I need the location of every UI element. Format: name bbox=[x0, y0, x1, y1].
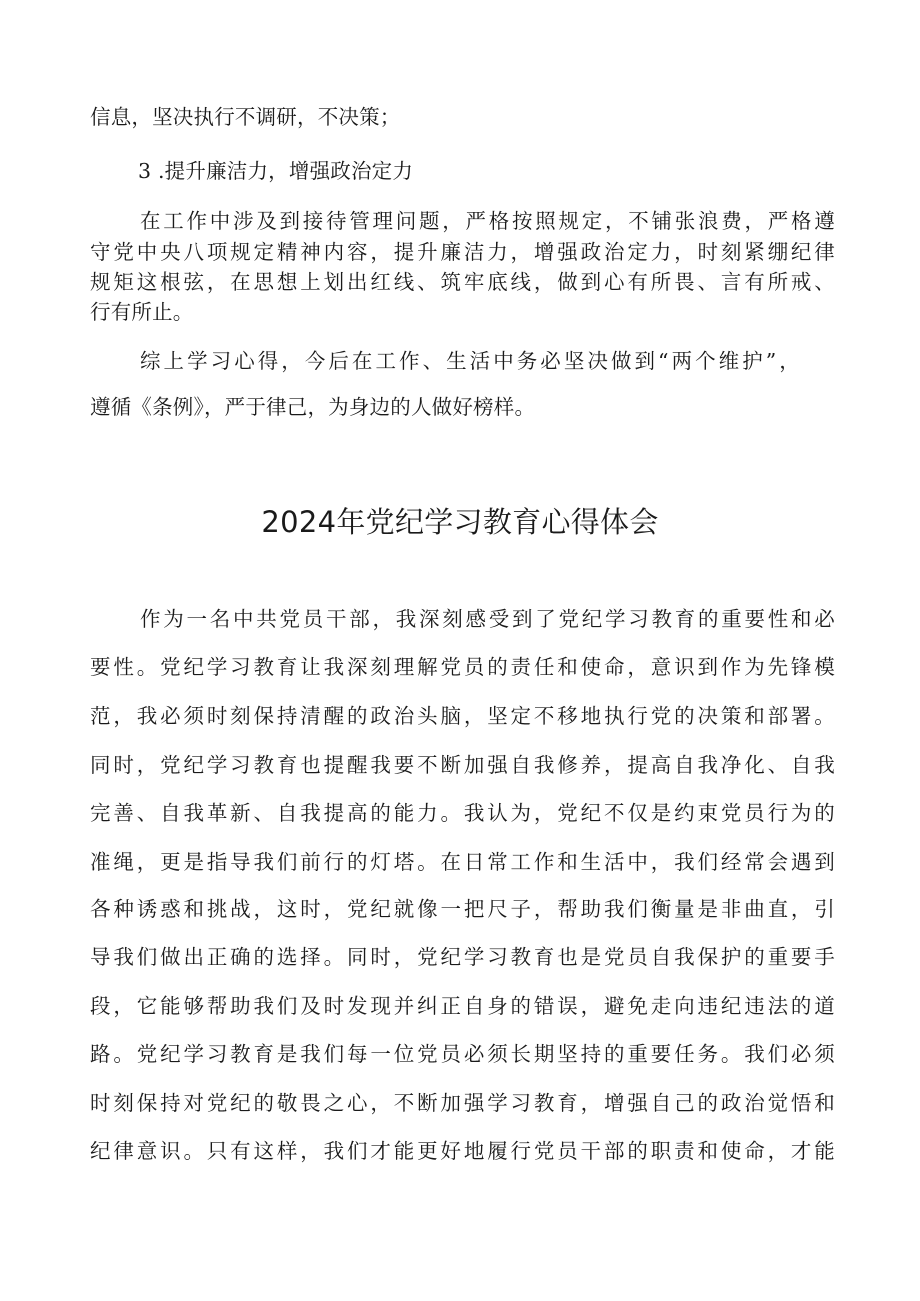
paragraph-line: 行有所止。 bbox=[90, 300, 194, 324]
body-line: 同时，党纪学习教育也提醒我要不断加强自我修养，提高自我净化、自我 bbox=[90, 753, 835, 777]
body-line: 路。党纪学习教育是我们每一位党员必须长期坚持的重要任务。我们必须 bbox=[90, 1042, 835, 1066]
body-line: 导我们做出正确的选择。同时，党纪学习教育也是党员自我保护的重要手 bbox=[90, 945, 835, 969]
section-heading: 3 .提升廉洁力，增强政治定力 bbox=[138, 159, 414, 183]
paragraph-line: 守党中央八项规定精神内容，提升廉洁力，增强政治定力，时刻紧绷纪律 bbox=[90, 240, 835, 264]
body-line: 段，它能够帮助我们及时发现并纠正自身的错误，避免走向违纪违法的道 bbox=[90, 994, 835, 1018]
body-line: 准绳，更是指导我们前行的灯塔。在日常工作和生活中，我们经常会遇到 bbox=[90, 850, 835, 874]
document-title: 2024年党纪学习教育心得体会 bbox=[261, 505, 659, 539]
body-line: 时刻保持对党纪的敬畏之心，不断加强学习教育，增强自己的政治觉悟和 bbox=[90, 1091, 835, 1115]
body-line: 纪律意识。只有这样，我们才能更好地履行党员干部的职责和使命，才能 bbox=[90, 1139, 835, 1163]
paragraph-line: 综上学习心得，今后在工作、生活中务必坚决做到“两个维护”， bbox=[140, 349, 800, 373]
paragraph-line: 遵循《条例》，严于律己，为身边的人做好榜样。 bbox=[90, 395, 536, 419]
paragraph-line: 规矩这根弦，在思想上划出红线、筑牢底线，做到心有所畏、言有所戒、 bbox=[90, 270, 835, 294]
body-line: 完善、自我革新、自我提高的能力。我认为，党纪不仅是约束党员行为的 bbox=[90, 801, 835, 825]
body-line: 范，我必须时刻保持清醒的政治头脑，坚定不移地执行党的决策和部署。 bbox=[90, 704, 835, 728]
paragraph-line: 信息，坚决执行不调研，不决策； bbox=[90, 105, 401, 129]
paragraph-line: 在工作中涉及到接待管理问题，严格按照规定，不铺张浪费，严格遵 bbox=[140, 209, 835, 233]
body-line: 要性。党纪学习教育让我深刻理解党员的责任和使命，意识到作为先锋模 bbox=[90, 655, 835, 679]
body-line: 作为一名中共党员干部，我深刻感受到了党纪学习教育的重要性和必 bbox=[140, 607, 835, 631]
body-line: 各种诱惑和挑战，这时，党纪就像一把尺子，帮助我们衡量是非曲直，引 bbox=[90, 897, 835, 921]
